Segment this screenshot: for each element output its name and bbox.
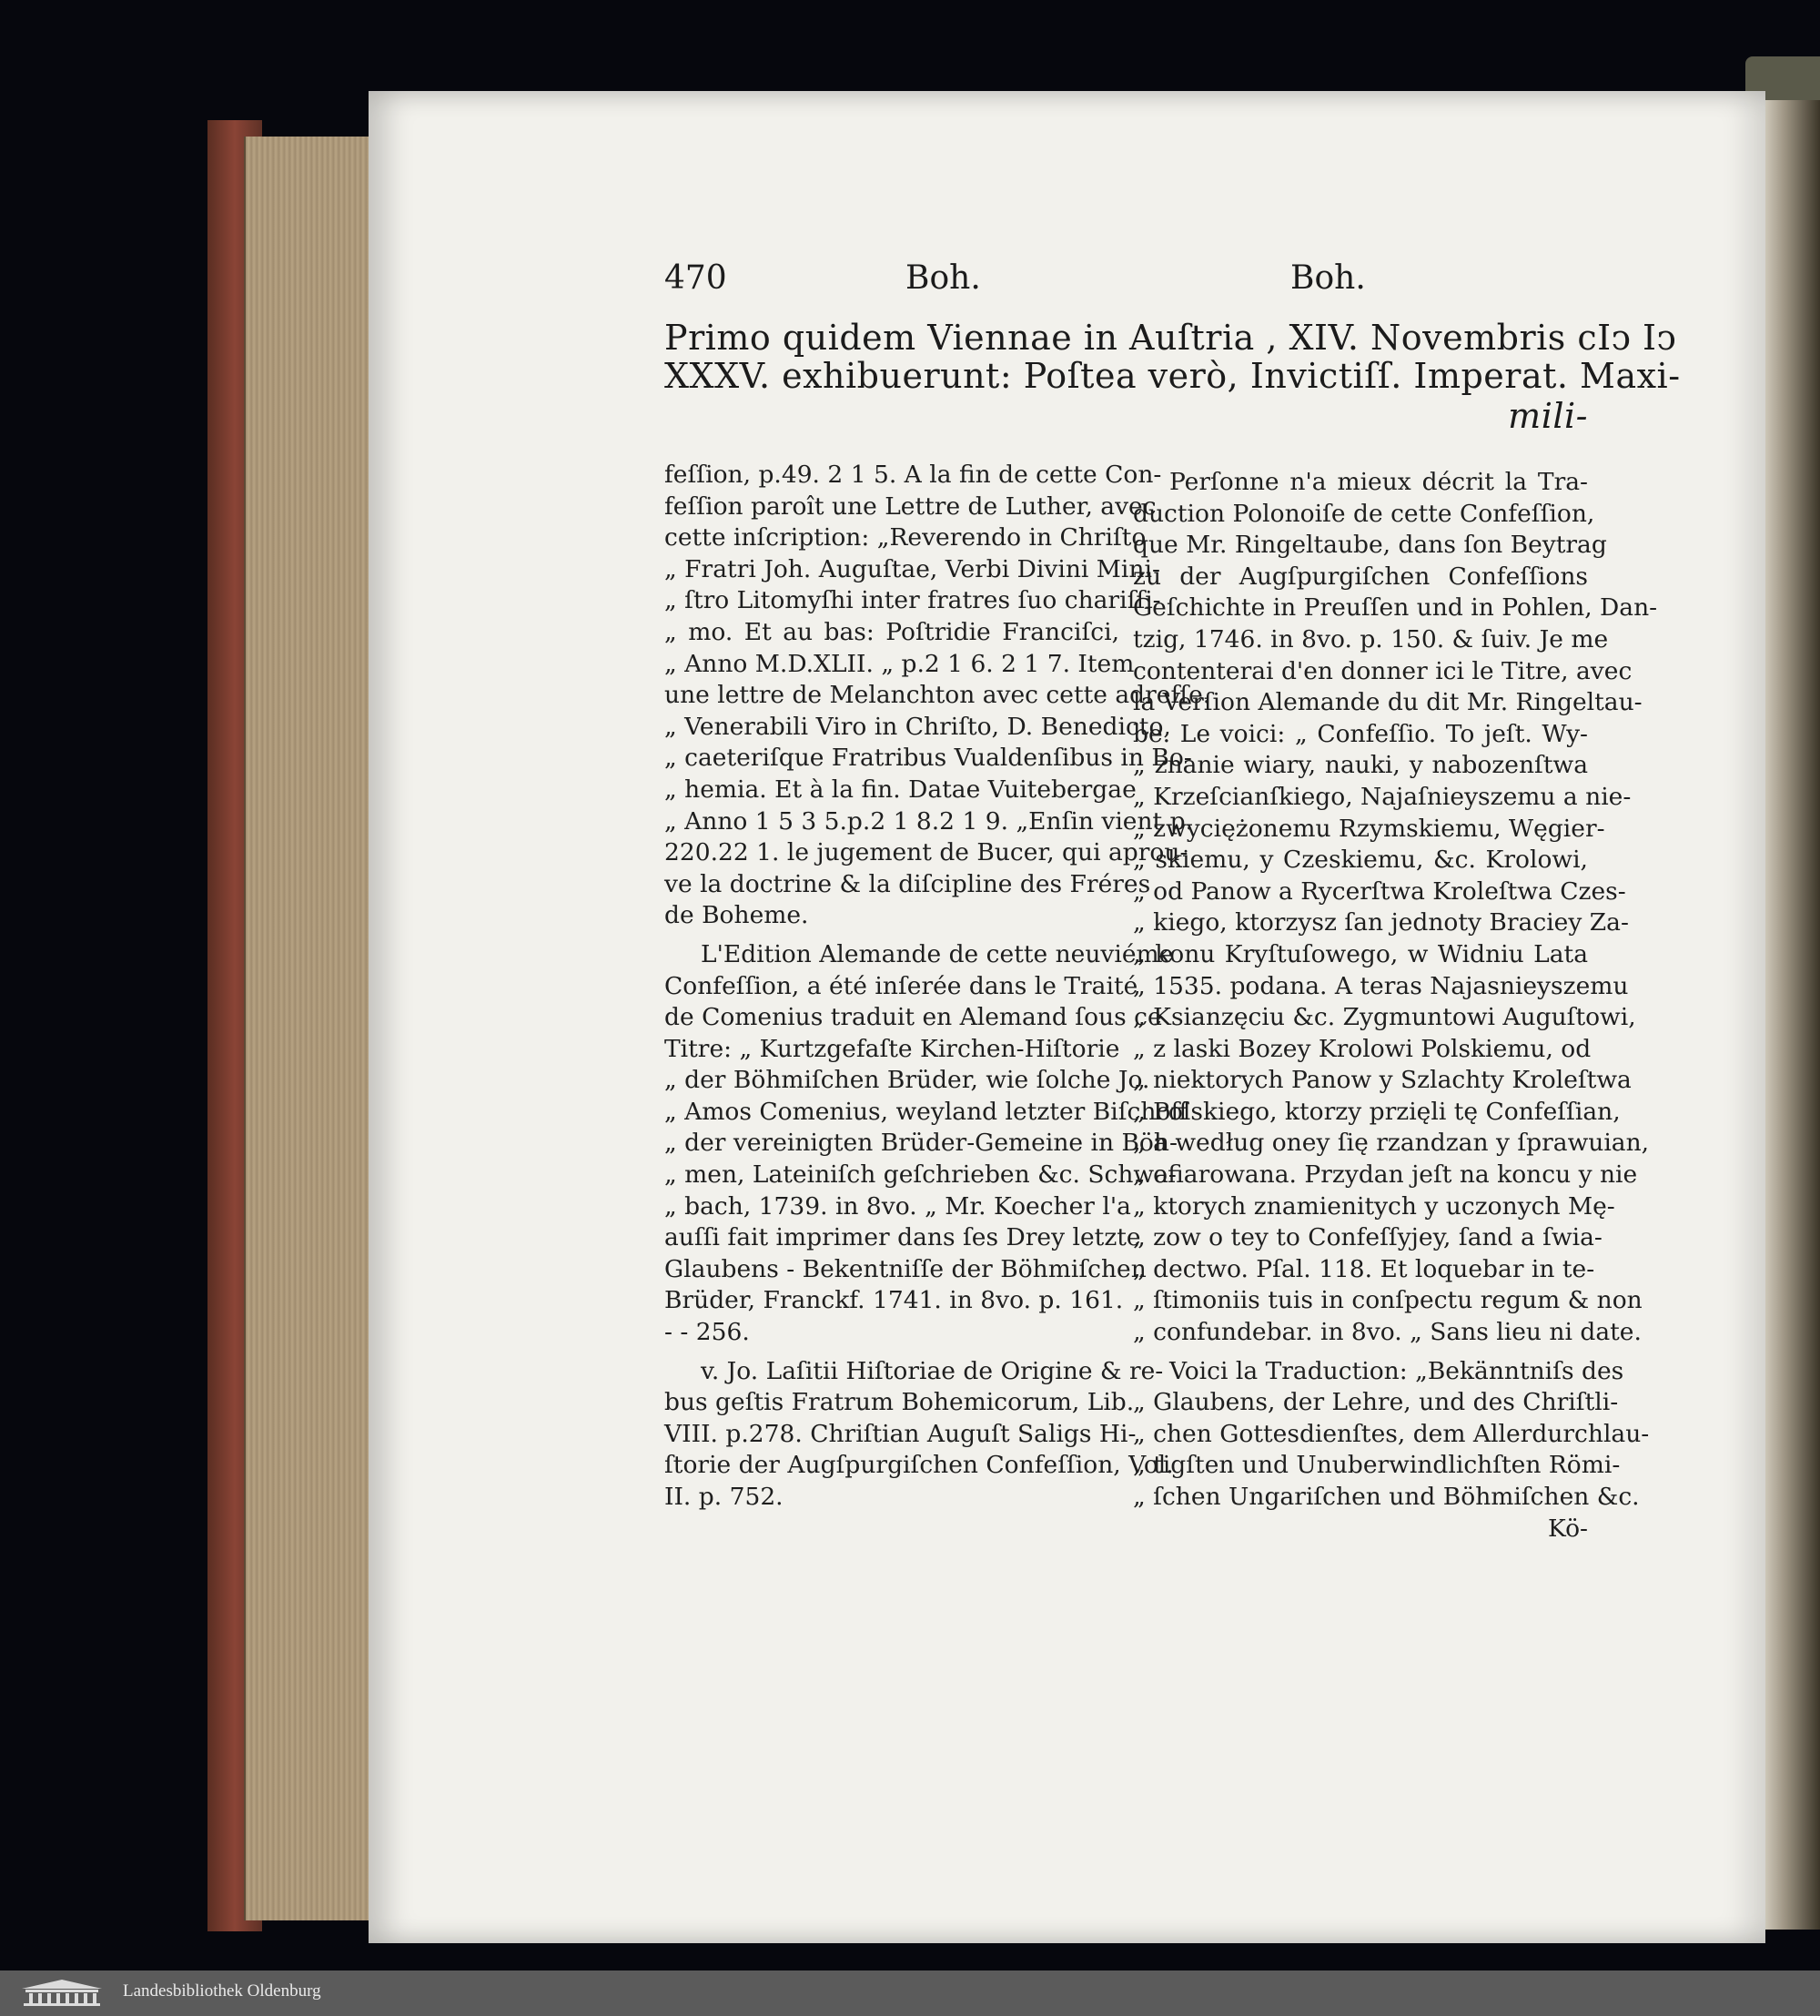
title-line-2: XXXV. exhibuerunt: Poſtea verò, Invictiſſ. Imperat. Maxi- [664,356,1681,396]
title-line-3: mili- [1508,396,1588,436]
text-line: zu der Augſpurgiſchen Confeſſions [1133,562,1588,591]
text-line: „ skiemu, y Czeskiemu, &c. Krolowi, [1133,846,1588,875]
text-line: be. Le voici: „ Confeſſio. To jeſt. Wy- [1133,719,1588,748]
text-line: „ Anno M.D.XLII. „ p.2 1 6. 2 1 7. Item [664,649,1135,678]
text-line: 220.22 1. le jugement de Bucer, qui aprou- [664,838,1188,867]
text-line: „ Anno 1 5 3 5.p.2 1 8.2 1 9. „Enſin vient p. [664,806,1194,836]
text-line: „ kiego, ktorzysz ſan jednoty Braciey Za- [1133,908,1629,937]
text-line: „ men, Lateiniſch geſchrieben &c. Schwa- [664,1160,1177,1190]
text-line: II. p. 752. [664,1483,784,1511]
text-line: Titre: „ Kurtzgefaſte Kirchen-Hiſtorie [664,1034,1120,1063]
text-line: „ Polskiego, ktorzy przięli tę Confeſſian, [1133,1097,1621,1126]
text-line: ſtorie der Augſpurgiſchen Confeſſion, Vol. [664,1451,1174,1480]
text-line: „ Ksianzęciu &c. Zygmuntowi Auguſtowi, [1133,1003,1636,1032]
text-line: „ Fratri Joh. Auguſtae, Verbi Divini Mini- [664,554,1160,583]
text-line: - - 256. [664,1318,750,1347]
text-line: „ a według oney ſię rzandzan y ſprawuian, [1133,1129,1650,1158]
text-line: „ tigſten und Unuberwindlichſten Römi- [1133,1451,1621,1480]
text-line: „ ſtro Litomyſhi inter fratres ſuo chariſſi- [664,586,1161,615]
text-line: contenterai d'en donner ici le Titre, avec [1133,656,1633,685]
library-building-icon [18,1978,106,2007]
text-line: une lettre de Melanchton avec cette adreſſe. [664,681,1211,710]
running-head-right: Boh. [1290,259,1366,297]
text-line: „ dectwo. Pſal. 118. Et loquebar in te- [1133,1254,1595,1283]
text-line: la Verſion Alemande du dit Mr. Ringeltau- [1133,688,1643,717]
text-line: „ Venerabili Viro in Chriſto, D. Benedicto, [664,712,1171,741]
title-line-1: Primo quidem Viennae in Auſtria , XIV. Novembris cIↄ Iↄ [664,318,1677,358]
text-line: „ Amos Comenius, weyland letzter Biſchoff [664,1097,1188,1126]
text-line: tzig, 1746. in 8vo. p. 150. & ſuiv. Je me [1133,624,1609,653]
text-line: Perſonne n'a mieux décrit la Tra- [1169,468,1588,496]
text-line: „ der vereinigten Brüder-Gemeine in Böh- [664,1129,1178,1158]
text-line: Glaubens - Bekentniſſe der Böhmiſchen [664,1254,1147,1283]
footer-bar [0,1970,1820,2016]
text-line: „ ktorych znamienitych y uczonych Mę- [1133,1191,1615,1221]
text-line: „ caeteriſque Fratribus Vualdenſibus in Bo- [664,744,1192,773]
text-line: „ niektorych Panow y Szlachty Kroleſtwa [1133,1066,1632,1095]
text-line: Brüder, Franckf. 1741. in 8vo. p. 161. [664,1286,1124,1315]
text-line: duction Polonoiſe de cette Confeſſion, [1133,499,1595,528]
text-line: auſſi fait imprimer dans ſes Drey letzte [664,1223,1141,1252]
page-number: 470 [664,259,727,297]
text-line: v. Jo. Laſitii Hiſtoriae de Origine & re- [701,1356,1164,1385]
text-line: „ zow o tey to Confeſſyjey, ſand a ſwia- [1133,1223,1603,1252]
text-line: bus geſtis Fratrum Bohemicorum, Lib. [664,1388,1135,1417]
text-line: de Boheme. [664,901,809,930]
running-head-left: Boh. [905,259,981,297]
facing-page-edge [1761,100,1820,1930]
library-name: Landesbibliothek Oldenburg [123,1981,321,2001]
text-line: „ confundebar. in 8vo. „ Sans lieu ni date. [1133,1318,1642,1347]
left-column [664,460,1211,1514]
text-line: „ chen Gottesdienſtes, dem Allerdurchlau- [1133,1419,1650,1448]
text-line: „ der Böhmiſchen Brüder, wie ſolche Jo. [664,1066,1150,1095]
text-line: L'Edition Alemande de cette neuviéme [701,939,1174,968]
text-line: feſſion paroît une Lettre de Luther, avec [664,491,1157,521]
text-line: „ z laski Bozey Krolowi Polskiemu, od [1133,1034,1592,1063]
text-line: „ ſchen Ungariſchen und Böhmiſchen &c. [1133,1483,1640,1511]
text-line: Kö- [1548,1514,1588,1543]
text-line: „ Glaubens, der Lehre, und des Chriſtli- [1133,1388,1619,1417]
text-line: „ Krzeſcianſkiego, Najaſnieyszemu a nie- [1133,782,1632,811]
text-line: VIII. p.278. Chriſtian Auguſt Saligs Hi- [664,1419,1137,1448]
text-line: „ hemia. Et à la fin. Datae Vuitebergae [664,775,1137,804]
text-line: cette inſcription: „Reverendo in Chriſto [664,523,1147,552]
text-line: ve la doctrine & la diſcipline des Fréres [664,869,1151,898]
text-line: „ konu Kryſtuſowego, w Widniu Lata [1133,939,1588,968]
page-edges [244,137,378,1920]
text-line: „ ofiarowana. Przydan jeſt na koncu y nie [1133,1160,1638,1190]
text-line: „ zwyciężonemu Rzymskiemu, Węgier- [1133,814,1605,843]
right-column [1133,460,1658,1545]
text-line: que Mr. Ringeltaube, dans ſon Beytrag [1133,531,1607,560]
text-line: „ ſtimoniis tuis in conſpectu regum & non [1133,1286,1643,1315]
text-line: feſſion, p.49. 2 1 5. A la fin de cette Con- [664,461,1162,489]
text-line: „ od Panow a Rycerſtwa Kroleſtwa Czes- [1133,876,1626,906]
text-line: Geſchichte in Preuſſen und in Pohlen, Dan- [1133,593,1658,623]
text-line: „ 1535. podana. A teras Najasnieyszemu [1133,971,1629,1000]
text-line: „ mo. Et au bas: Poſtridie Franciſci, [664,617,1119,646]
text-line: de Comenius traduit en Alemand ſous ce [664,1003,1162,1032]
text-line: Voici la Traduction: „Bekänntniſs des [1169,1356,1624,1385]
text-line: „ bach, 1739. in 8vo. „ Mr. Koecher l'a [664,1191,1131,1221]
text-line: „ znanie wiary, nauki, y nabozenſtwa [1133,751,1588,780]
text-line: Confeſſion, a été inſerée dans le Traité [664,971,1138,1000]
